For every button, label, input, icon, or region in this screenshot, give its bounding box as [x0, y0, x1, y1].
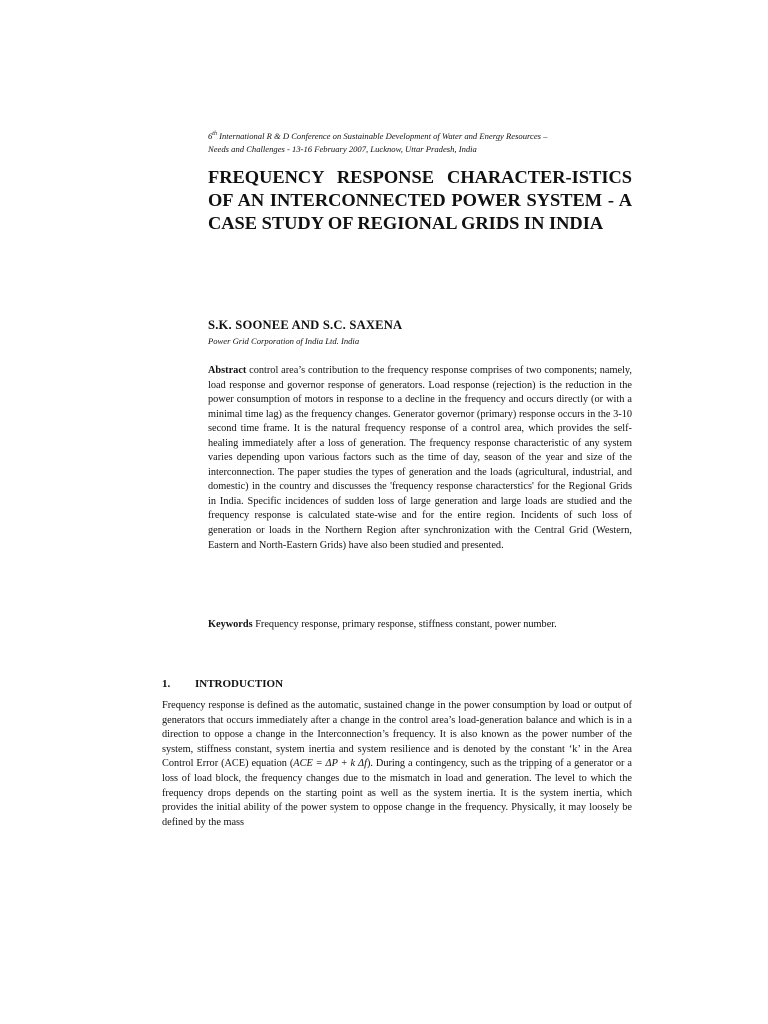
abstract-block: [208, 364, 632, 553]
ace-equation: ACE = ΔP + k Δf: [293, 758, 367, 770]
conference-ordinal: 6: [208, 130, 213, 141]
section-title: INTRODUCTION: [195, 678, 284, 690]
intro-text-before-equation: Frequency response is defined as the automatic, sustained change in the power consumption by load or output of generators that occurs immediately after a change in the control area’s load-generation balance and which is in a direction to oppose a change in the Interconnection’s frequency. It is also known as the power number of the system, stiffness constant, system inertia and system resilience and is denoted by the constant ‘k’ in the Area Control Error (ACE) equation (: [162, 700, 632, 770]
abstract-text: control area’s contribution to the frequency response comprises of two components; namely, load response and governor response of generators. Load response (rejection) is the reduction in the power consumption of motors in response to a decline in the frequency and occurs directly (or with a minimal time lag) as the frequency changes. Generator governor (primary) response occurs in the 3-10 second time frame. It is the natural frequency response of a control area, which provides the self-healing immediately after a loss of generation. The frequency response characteristic of any system varies depending upon various factors such as the time of day, season of the year and size of the interconnection. The paper studies the types of generation and the loads (agricultural, industrial, and domestic) in the country and discusses the 'frequency response characterstics' for the Regional Grids in India. Specific incidences of sudden loss of large generation and large loads are studied and the frequency response is calculated state-wise and for the entire region. Incidents of such loss of generation or loads in the Northern Region after synchronization with the Central Grid (Western, Eastern and North-Eastern Grids) have also been studied and presented.: [208, 365, 632, 551]
keywords-block: [208, 618, 632, 633]
keywords-text: Frequency response, primary response, stiffness constant, power number.: [252, 619, 557, 630]
keywords-label: Keywords: [208, 619, 253, 630]
conference-ordinal-suffix: th: [212, 131, 217, 137]
conference-header: [208, 128, 632, 156]
introduction-paragraph: [162, 699, 632, 830]
conference-line-1: International R & D Conference on Sustainable Development of Water and Energy Resources –: [216, 130, 548, 141]
intro-text-after-equation: ). During a contingency, such as the tripping of a generator or a loss of load block, the frequency changes due to the mismatch in load and generation. The level to which the frequency drops depends on the starting point as well as the system inertia. It is the system inertia, which provides the initial ability of the power system to oppose change in the frequency. Physically, it may loosely be defined by the mass: [162, 758, 632, 828]
conference-line-2: Needs and Challenges - 13-16 February 2007, Lucknow, Uttar Pradesh, India: [208, 143, 477, 154]
paper-authors: S.K. SOONEE AND S.C. SAXENA: [208, 318, 403, 332]
author-affiliation: Power Grid Corporation of India Ltd. India: [208, 336, 360, 346]
section-number: 1.: [162, 678, 171, 690]
abstract-label: Abstract: [208, 365, 247, 376]
paper-title: FREQUENCY RESPONSE CHARACTER-ISTICS OF AN INTERCONNECTED POWER SYSTEM - A CASE STUDY OF REGIONAL GRIDS IN INDIA: [208, 167, 632, 233]
section-heading: [162, 678, 632, 690]
